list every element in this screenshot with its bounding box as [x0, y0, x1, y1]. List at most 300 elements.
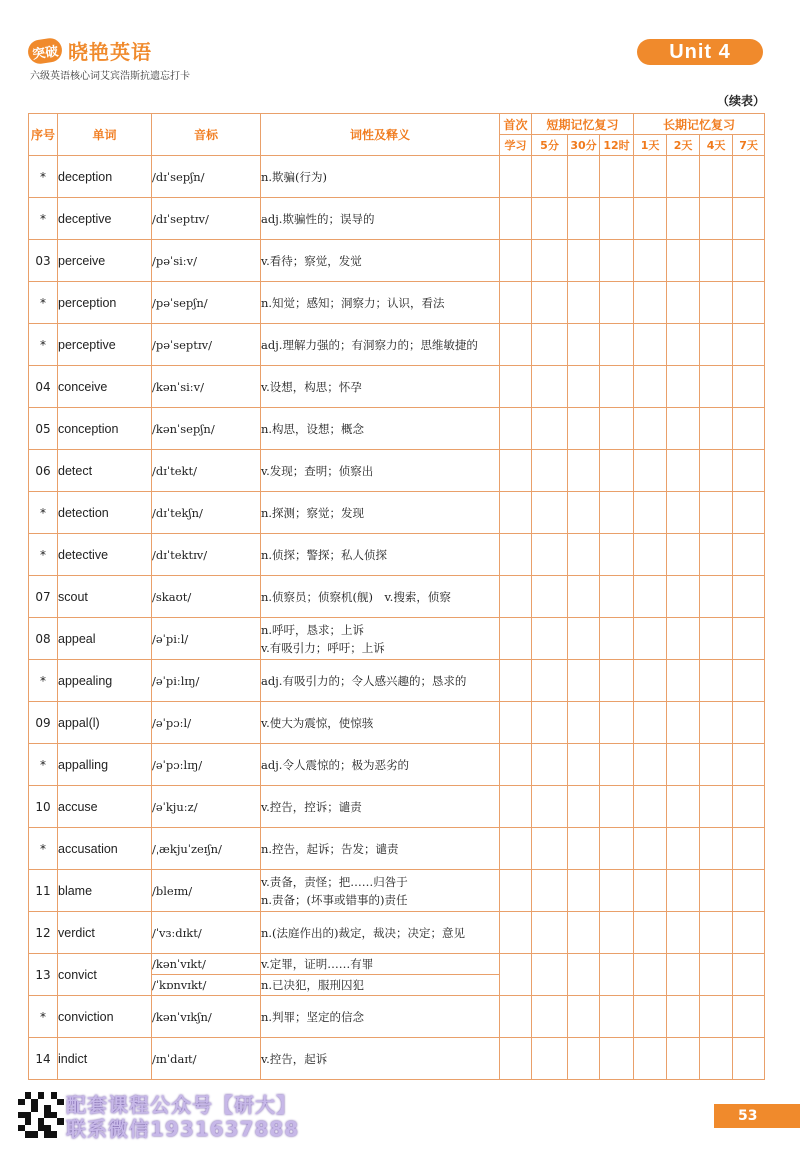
table-row: [29, 240, 765, 282]
table-row: [29, 534, 765, 576]
row-definition-line: adj.欺骗性的；误导的: [261, 211, 375, 226]
row-definition-line: n.侦察员；侦察机(舰) v.搜索，侦察: [261, 589, 451, 604]
review-checkbox-cell[interactable]: [500, 618, 532, 660]
review-checkbox-cell[interactable]: [532, 198, 568, 240]
table-row: [29, 954, 765, 975]
row-definition-line: n.知觉；感知；洞察力；认识，看法: [261, 295, 445, 310]
row-number: *: [29, 282, 58, 324]
review-checkbox-cell[interactable]: [600, 450, 634, 492]
review-checkbox-cell[interactable]: [600, 324, 634, 366]
review-checkbox-cell[interactable]: [634, 492, 667, 534]
row-definition: [261, 408, 500, 450]
table-row: [29, 492, 765, 534]
review-checkbox-cell[interactable]: [532, 282, 568, 324]
review-checkbox-cell[interactable]: [733, 240, 765, 282]
review-checkbox-cell[interactable]: [568, 702, 600, 744]
row-number: 13: [29, 954, 58, 996]
review-checkbox-cell[interactable]: [600, 702, 634, 744]
row-word: appal(l): [58, 702, 152, 744]
review-checkbox-cell[interactable]: [733, 492, 765, 534]
review-checkbox-cell[interactable]: [667, 408, 700, 450]
row-number: 11: [29, 870, 58, 912]
review-checkbox-cell[interactable]: [733, 618, 765, 660]
row-number: 10: [29, 786, 58, 828]
review-checkbox-cell[interactable]: [667, 828, 700, 870]
row-definition: [261, 618, 500, 660]
review-checkbox-cell[interactable]: [568, 534, 600, 576]
review-checkbox-cell[interactable]: [700, 618, 733, 660]
review-checkbox-cell[interactable]: [568, 198, 600, 240]
row-definition: [261, 492, 500, 534]
row-definition-line: v.看待；察觉，发觉: [261, 253, 362, 268]
table-row: [29, 198, 765, 240]
review-checkbox-cell[interactable]: [667, 912, 700, 954]
table-row: [29, 702, 765, 744]
review-checkbox-cell[interactable]: [532, 618, 568, 660]
review-checkbox-cell[interactable]: [568, 828, 600, 870]
row-number: 12: [29, 912, 58, 954]
review-checkbox-cell[interactable]: [600, 912, 634, 954]
review-checkbox-cell[interactable]: [667, 576, 700, 618]
review-checkbox-cell[interactable]: [600, 156, 634, 198]
review-checkbox-cell[interactable]: [667, 660, 700, 702]
row-definition: v.定罪，证明……有罪: [261, 954, 500, 975]
review-checkbox-cell[interactable]: [700, 576, 733, 618]
review-checkbox-cell[interactable]: [500, 702, 532, 744]
review-checkbox-cell[interactable]: [600, 240, 634, 282]
review-checkbox-cell[interactable]: [532, 156, 568, 198]
row-number: 04: [29, 366, 58, 408]
review-checkbox-cell[interactable]: [667, 492, 700, 534]
row-definition: [261, 1038, 500, 1080]
row-definition-line: n.探测；察觉；发现: [261, 505, 365, 520]
review-checkbox-cell[interactable]: [500, 744, 532, 786]
review-checkbox-cell[interactable]: [700, 912, 733, 954]
review-checkbox-cell[interactable]: [700, 408, 733, 450]
qr-code: [18, 1092, 64, 1138]
review-checkbox-cell[interactable]: [667, 702, 700, 744]
review-checkbox-cell[interactable]: [600, 198, 634, 240]
table-row: [29, 408, 765, 450]
review-checkbox-cell[interactable]: [500, 912, 532, 954]
row-phonetic: /dɪˈtektɪv/: [152, 534, 261, 576]
row-number: 03: [29, 240, 58, 282]
review-checkbox-cell[interactable]: [667, 618, 700, 660]
review-checkbox-cell[interactable]: [634, 744, 667, 786]
review-checkbox-cell[interactable]: [700, 492, 733, 534]
review-checkbox-cell[interactable]: [500, 450, 532, 492]
page-number: 53: [714, 1104, 800, 1128]
review-checkbox-cell[interactable]: [733, 366, 765, 408]
row-number: *: [29, 744, 58, 786]
review-checkbox-cell[interactable]: [733, 198, 765, 240]
review-checkbox-cell[interactable]: [733, 282, 765, 324]
row-definition-line: adj.令人震惊的；极为恶劣的: [261, 757, 409, 772]
table-row: [29, 282, 765, 324]
review-checkbox-cell[interactable]: [532, 996, 568, 1038]
review-checkbox-cell[interactable]: [500, 576, 532, 618]
review-checkbox-cell[interactable]: [568, 996, 600, 1038]
review-checkbox-cell[interactable]: [500, 156, 532, 198]
review-checkbox-cell[interactable]: [532, 534, 568, 576]
review-checkbox-cell[interactable]: [634, 366, 667, 408]
review-checkbox-cell[interactable]: [634, 828, 667, 870]
row-number: 07: [29, 576, 58, 618]
review-checkbox-cell[interactable]: [568, 324, 600, 366]
review-checkbox-cell[interactable]: [600, 492, 634, 534]
continued-label: （续表）: [717, 94, 766, 108]
review-checkbox-cell[interactable]: [600, 1038, 634, 1080]
review-checkbox-cell[interactable]: [600, 660, 634, 702]
review-checkbox-cell[interactable]: [600, 366, 634, 408]
review-checkbox-cell[interactable]: [568, 1038, 600, 1080]
review-checkbox-cell[interactable]: [667, 198, 700, 240]
table-row: [29, 576, 765, 618]
review-checkbox-cell[interactable]: [700, 828, 733, 870]
review-checkbox-cell[interactable]: [733, 828, 765, 870]
row-number: 09: [29, 702, 58, 744]
review-checkbox-cell[interactable]: [634, 870, 667, 912]
review-checkbox-cell[interactable]: [500, 828, 532, 870]
review-checkbox-cell[interactable]: [634, 240, 667, 282]
review-checkbox-cell[interactable]: [667, 366, 700, 408]
review-checkbox-cell[interactable]: [532, 576, 568, 618]
row-number: *: [29, 324, 58, 366]
row-definition-line: v.设想，构思；怀孕: [261, 379, 362, 394]
row-definition: [261, 450, 500, 492]
review-checkbox-cell[interactable]: [733, 912, 765, 954]
review-checkbox-cell[interactable]: [700, 1038, 733, 1080]
col-num-header: 序号: [29, 114, 58, 156]
row-phonetic: /pəˈseptɪv/: [152, 324, 261, 366]
review-checkbox-cell[interactable]: [600, 618, 634, 660]
review-checkbox-cell[interactable]: [733, 576, 765, 618]
review-checkbox-cell[interactable]: [600, 282, 634, 324]
review-checkbox-cell[interactable]: [500, 198, 532, 240]
review-checkbox-cell[interactable]: [634, 534, 667, 576]
review-checkbox-cell[interactable]: [667, 954, 700, 996]
review-checkbox-cell[interactable]: [667, 744, 700, 786]
review-checkbox-cell[interactable]: [600, 828, 634, 870]
review-checkbox-cell[interactable]: [733, 996, 765, 1038]
row-phonetic: /dɪˈtekt/: [152, 450, 261, 492]
review-checkbox-cell[interactable]: [634, 324, 667, 366]
row-phonetic: /skaʊt/: [152, 576, 261, 618]
long-col-2d: 2天: [667, 135, 700, 156]
row-number: 14: [29, 1038, 58, 1080]
short-term-header: 短期记忆复习: [532, 114, 634, 135]
row-number: 08: [29, 618, 58, 660]
table-row: [29, 996, 765, 1038]
col-first-header-2: 学习: [500, 135, 532, 156]
short-col-30min: 30分: [568, 135, 600, 156]
row-number: *: [29, 660, 58, 702]
row-definition: [261, 366, 500, 408]
row-phonetic: /dɪˈtekʃn/: [152, 492, 261, 534]
review-checkbox-cell[interactable]: [700, 282, 733, 324]
row-phonetic: /əˈkjuːz/: [152, 786, 261, 828]
review-checkbox-cell[interactable]: [667, 156, 700, 198]
review-checkbox-cell[interactable]: [667, 1038, 700, 1080]
review-checkbox-cell[interactable]: [733, 702, 765, 744]
review-checkbox-cell[interactable]: [532, 870, 568, 912]
review-checkbox-cell[interactable]: [568, 156, 600, 198]
review-checkbox-cell[interactable]: [700, 870, 733, 912]
review-checkbox-cell[interactable]: [500, 324, 532, 366]
row-definition: [261, 576, 500, 618]
review-checkbox-cell[interactable]: [568, 744, 600, 786]
review-checkbox-cell[interactable]: [532, 954, 568, 996]
vocab-table: [28, 113, 765, 1080]
row-definition-line: v.发现；查明；侦察出: [261, 463, 374, 478]
table-row: [29, 366, 765, 408]
col-first-header: 首次: [500, 114, 532, 135]
review-checkbox-cell[interactable]: [733, 408, 765, 450]
row-phonetic: /ɪnˈdaɪt/: [152, 1038, 261, 1080]
table-row: [29, 870, 765, 912]
review-checkbox-cell[interactable]: [568, 450, 600, 492]
col-word-header: 单词: [58, 114, 152, 156]
review-checkbox-cell[interactable]: [634, 996, 667, 1038]
review-checkbox-cell[interactable]: [733, 744, 765, 786]
review-checkbox-cell[interactable]: [634, 618, 667, 660]
row-definition: [261, 324, 500, 366]
review-checkbox-cell[interactable]: [667, 282, 700, 324]
review-checkbox-cell[interactable]: [500, 870, 532, 912]
review-checkbox-cell[interactable]: [634, 660, 667, 702]
review-checkbox-cell[interactable]: [634, 408, 667, 450]
review-checkbox-cell[interactable]: [532, 408, 568, 450]
table-row: [29, 660, 765, 702]
review-checkbox-cell[interactable]: [600, 534, 634, 576]
row-definition-line: n.构思，设想；概念: [261, 421, 365, 436]
review-checkbox-cell[interactable]: [568, 786, 600, 828]
review-checkbox-cell[interactable]: [634, 450, 667, 492]
review-checkbox-cell[interactable]: [634, 954, 667, 996]
row-definition: [261, 198, 500, 240]
review-checkbox-cell[interactable]: [667, 870, 700, 912]
review-checkbox-cell[interactable]: [733, 324, 765, 366]
review-checkbox-cell[interactable]: [700, 996, 733, 1038]
table-row: [29, 450, 765, 492]
review-checkbox-cell[interactable]: [634, 282, 667, 324]
row-number: *: [29, 828, 58, 870]
review-checkbox-cell[interactable]: [500, 996, 532, 1038]
row-word: deception: [58, 156, 152, 198]
review-checkbox-cell[interactable]: [500, 660, 532, 702]
row-definition: [261, 744, 500, 786]
promo-watermark: [66, 1093, 299, 1141]
row-word: scout: [58, 576, 152, 618]
review-checkbox-cell[interactable]: [500, 492, 532, 534]
review-checkbox-cell[interactable]: [634, 786, 667, 828]
row-word: detective: [58, 534, 152, 576]
review-checkbox-cell[interactable]: [634, 576, 667, 618]
row-word: appeal: [58, 618, 152, 660]
review-checkbox-cell[interactable]: [667, 786, 700, 828]
row-definition: [261, 870, 500, 912]
review-checkbox-cell[interactable]: [667, 996, 700, 1038]
review-checkbox-cell[interactable]: [568, 492, 600, 534]
row-phonetic: /kənˈsiːv/: [152, 366, 261, 408]
review-checkbox-cell[interactable]: [733, 786, 765, 828]
row-word: appealing: [58, 660, 152, 702]
review-checkbox-cell[interactable]: [600, 870, 634, 912]
review-checkbox-cell[interactable]: [532, 702, 568, 744]
review-checkbox-cell[interactable]: [500, 366, 532, 408]
review-checkbox-cell[interactable]: [700, 744, 733, 786]
row-definition-line: v.责备，责怪；把……归咎于: [261, 874, 408, 889]
row-definition-line: n.(法庭作出的)裁定，裁决；决定；意见: [261, 925, 466, 940]
row-word: indict: [58, 1038, 152, 1080]
review-checkbox-cell[interactable]: [667, 324, 700, 366]
long-col-1d: 1天: [634, 135, 667, 156]
review-checkbox-cell[interactable]: [532, 366, 568, 408]
review-checkbox-cell[interactable]: [532, 1038, 568, 1080]
review-checkbox-cell[interactable]: [532, 744, 568, 786]
review-checkbox-cell[interactable]: [733, 534, 765, 576]
review-checkbox-cell[interactable]: [700, 156, 733, 198]
row-definition-line: n.呼吁，恳求；上诉: [261, 622, 365, 637]
row-word: verdict: [58, 912, 152, 954]
long-col-7d: 7天: [733, 135, 765, 156]
review-checkbox-cell[interactable]: [700, 198, 733, 240]
row-definition-line: v.使大为震惊，使惊骇: [261, 715, 374, 730]
row-word: detect: [58, 450, 152, 492]
table-row: [29, 618, 765, 660]
col-phonetic-header: 音标: [152, 114, 261, 156]
review-checkbox-cell[interactable]: [733, 1038, 765, 1080]
review-checkbox-cell[interactable]: [568, 408, 600, 450]
row-word: blame: [58, 870, 152, 912]
review-checkbox-cell[interactable]: [500, 282, 532, 324]
review-checkbox-cell[interactable]: [568, 912, 600, 954]
review-checkbox-cell[interactable]: [733, 870, 765, 912]
review-checkbox-cell[interactable]: [600, 786, 634, 828]
review-checkbox-cell[interactable]: [532, 786, 568, 828]
row-number: *: [29, 198, 58, 240]
row-phonetic: /əˈpiːl/: [152, 618, 261, 660]
row-definition-line: v.控告，控诉；谴责: [261, 799, 362, 814]
row-definition: [261, 702, 500, 744]
row-definition-line: adj.有吸引力的；令人感兴趣的；恳求的: [261, 673, 467, 688]
review-checkbox-cell[interactable]: [500, 534, 532, 576]
review-checkbox-cell[interactable]: [532, 828, 568, 870]
review-checkbox-cell[interactable]: [568, 660, 600, 702]
review-checkbox-cell[interactable]: [532, 450, 568, 492]
review-checkbox-cell[interactable]: [600, 408, 634, 450]
review-checkbox-cell[interactable]: [667, 534, 700, 576]
row-definition-line-2: n.责备；(坏事或错事的)责任: [261, 892, 408, 907]
review-checkbox-cell[interactable]: [634, 198, 667, 240]
row-phonetic: /kənˈsepʃn/: [152, 408, 261, 450]
review-checkbox-cell[interactable]: [532, 492, 568, 534]
review-checkbox-cell[interactable]: [532, 912, 568, 954]
row-definition: [261, 156, 500, 198]
review-checkbox-cell[interactable]: [600, 954, 634, 996]
review-checkbox-cell[interactable]: [500, 786, 532, 828]
row-number: *: [29, 996, 58, 1038]
review-checkbox-cell[interactable]: [634, 912, 667, 954]
review-checkbox-cell[interactable]: [600, 744, 634, 786]
col-def-header: 词性及释义: [261, 114, 500, 156]
row-definition-line: n.欺骗(行为): [261, 169, 328, 184]
review-checkbox-cell[interactable]: [532, 240, 568, 282]
review-checkbox-cell[interactable]: [634, 702, 667, 744]
review-checkbox-cell[interactable]: [733, 450, 765, 492]
logo-badge: 突破: [26, 36, 63, 64]
review-checkbox-cell[interactable]: [568, 576, 600, 618]
review-checkbox-cell[interactable]: [568, 366, 600, 408]
review-checkbox-cell[interactable]: [733, 954, 765, 996]
review-checkbox-cell[interactable]: [700, 450, 733, 492]
row-phonetic: /kənˈvɪkʃn/: [152, 996, 261, 1038]
review-checkbox-cell[interactable]: [500, 954, 532, 996]
long-col-4d: 4天: [700, 135, 733, 156]
row-phonetic: /əˈpɔːl/: [152, 702, 261, 744]
review-checkbox-cell[interactable]: [568, 282, 600, 324]
table-row: [29, 912, 765, 954]
review-checkbox-cell[interactable]: [733, 660, 765, 702]
row-word: conviction: [58, 996, 152, 1038]
review-checkbox-cell[interactable]: [634, 156, 667, 198]
review-checkbox-cell[interactable]: [568, 870, 600, 912]
unit-badge: Unit 4: [637, 39, 763, 65]
review-checkbox-cell[interactable]: [733, 156, 765, 198]
table-row: [29, 744, 765, 786]
row-number: 06: [29, 450, 58, 492]
row-definition: [261, 534, 500, 576]
row-phonetic: /pəˈsiːv/: [152, 240, 261, 282]
table-row: [29, 786, 765, 828]
review-checkbox-cell[interactable]: [568, 240, 600, 282]
review-checkbox-cell[interactable]: [700, 786, 733, 828]
promo-line-1: 配套课程公众号【研大】: [66, 1093, 297, 1117]
review-checkbox-cell[interactable]: [700, 366, 733, 408]
review-checkbox-cell[interactable]: [700, 954, 733, 996]
short-col-5min: 5分: [532, 135, 568, 156]
review-checkbox-cell[interactable]: [532, 660, 568, 702]
review-checkbox-cell[interactable]: [667, 450, 700, 492]
row-phonetic: /əˈpiːlɪŋ/: [152, 660, 261, 702]
review-checkbox-cell[interactable]: [500, 1038, 532, 1080]
row-word: accuse: [58, 786, 152, 828]
review-checkbox-cell[interactable]: [600, 576, 634, 618]
row-definition-line: n.控告，起诉；告发；谴责: [261, 841, 399, 856]
review-checkbox-cell[interactable]: [700, 660, 733, 702]
review-checkbox-cell[interactable]: [700, 324, 733, 366]
review-checkbox-cell[interactable]: [568, 954, 600, 996]
review-checkbox-cell[interactable]: [500, 240, 532, 282]
review-checkbox-cell[interactable]: [600, 996, 634, 1038]
review-checkbox-cell[interactable]: [700, 240, 733, 282]
review-checkbox-cell[interactable]: [500, 408, 532, 450]
row-definition-line: n.侦探；警探；私人侦探: [261, 547, 388, 562]
review-checkbox-cell[interactable]: [700, 702, 733, 744]
review-checkbox-cell[interactable]: [667, 240, 700, 282]
row-definition-2: n.已决犯，服刑囚犯: [261, 975, 500, 996]
review-checkbox-cell[interactable]: [634, 1038, 667, 1080]
row-word: conception: [58, 408, 152, 450]
review-checkbox-cell[interactable]: [532, 324, 568, 366]
row-definition: [261, 996, 500, 1038]
review-checkbox-cell[interactable]: [568, 618, 600, 660]
logo-text: 晓艳英语: [68, 40, 152, 64]
brand-logo: [28, 36, 152, 65]
row-definition-line: adj.理解力强的；有洞察力的；思维敏捷的: [261, 337, 478, 352]
review-checkbox-cell[interactable]: [700, 534, 733, 576]
row-definition-line: n.判罪；坚定的信念: [261, 1009, 365, 1024]
